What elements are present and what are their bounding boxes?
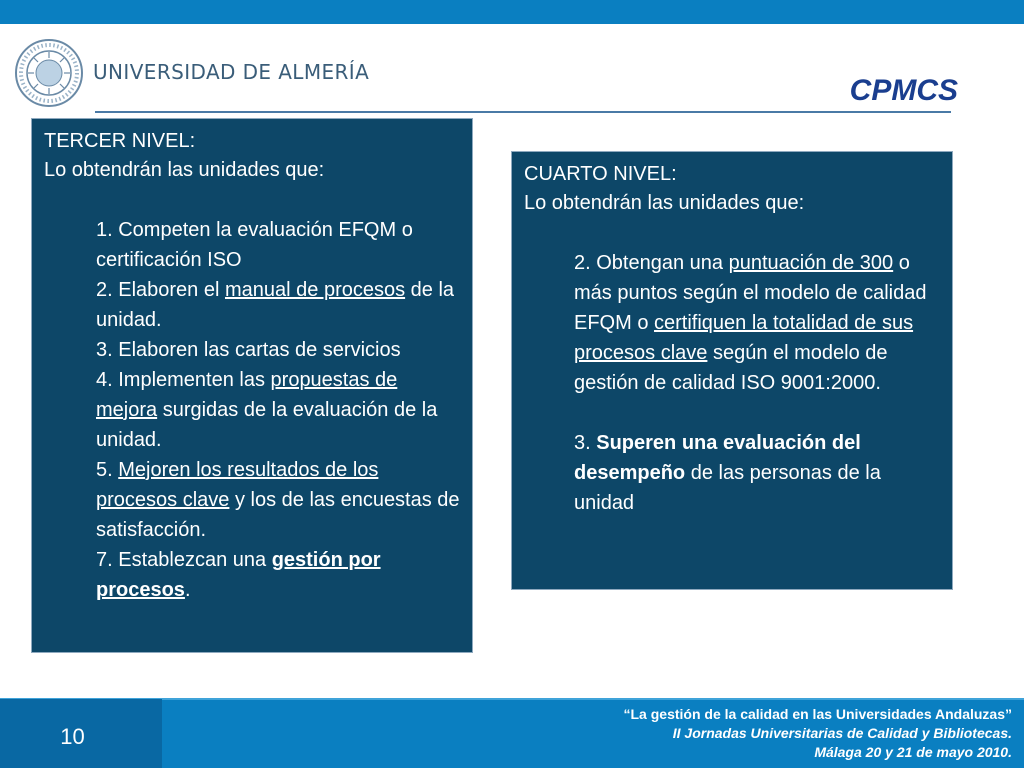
list-item: 2. Obtengan una puntuación de 300 o más puntos según el modelo de calidad EFQM o certifiquen la totalidad de sus procesos clave según el modelo de gestión de calidad ISO 9001:2000. (574, 252, 927, 394)
criteria-list (44, 215, 462, 605)
event-title: “La gestión de la calidad en las Universidades Andaluzas” (623, 706, 1012, 722)
panel-title: CUARTO NIVEL: (524, 163, 677, 185)
criteria-list (524, 248, 942, 518)
bold-text: Superen una evaluación del desempeño (574, 432, 861, 484)
list-item: 5. Mejoren los resultados de los procesos clave y los de las encuestas de satisfacción. (96, 459, 460, 541)
underlined-text: certifiquen la totalidad de sus procesos clave (574, 312, 914, 364)
underlined-text: propuestas de mejora (96, 369, 398, 421)
underlined-text: puntuación de 300 (728, 252, 894, 274)
tercer-nivel-panel (31, 118, 473, 653)
list-item: 1. Competen la evaluación EFQM o certificación ISO (96, 219, 413, 271)
panel-subtitle: Lo obtendrán las unidades que: (524, 192, 805, 214)
panel-subtitle: Lo obtendrán las unidades que: (44, 159, 325, 181)
list-item: 4. Implementen las propuestas de mejora surgidas de la evaluación de la unidad. (96, 369, 438, 451)
university-name: UNIVERSIDAD DE ALMERÍA (93, 60, 370, 84)
list-item: 3. Elaboren las cartas de servicios (96, 339, 401, 361)
page-number: 10 (60, 724, 85, 749)
event-date: Málaga 20 y 21 de mayo 2010. (814, 744, 1012, 760)
top-bar (0, 0, 1024, 24)
list-item: 3. Superen una evaluación del desempeño de las personas de la unidad (574, 432, 881, 514)
underlined-text: manual de procesos (224, 279, 406, 301)
list-item: 7. Establezcan una gestión por procesos. (96, 549, 381, 601)
underlined-text: Mejoren los resultados de los procesos clave (96, 459, 379, 511)
footer-event-info (624, 705, 1013, 762)
university-seal-icon (14, 38, 84, 108)
underlined-bold-text: gestión por procesos (96, 549, 381, 601)
header-rule (95, 111, 951, 113)
event-subtitle: II Jornadas Universitarias de Calidad y Bibliotecas. (672, 725, 1012, 741)
brand-title: CPMCS (849, 74, 958, 107)
cuarto-nivel-panel (511, 151, 953, 590)
panel-title: TERCER NIVEL: (44, 130, 196, 152)
list-item: 2. Elaboren el manual de procesos de la unidad. (96, 279, 455, 331)
